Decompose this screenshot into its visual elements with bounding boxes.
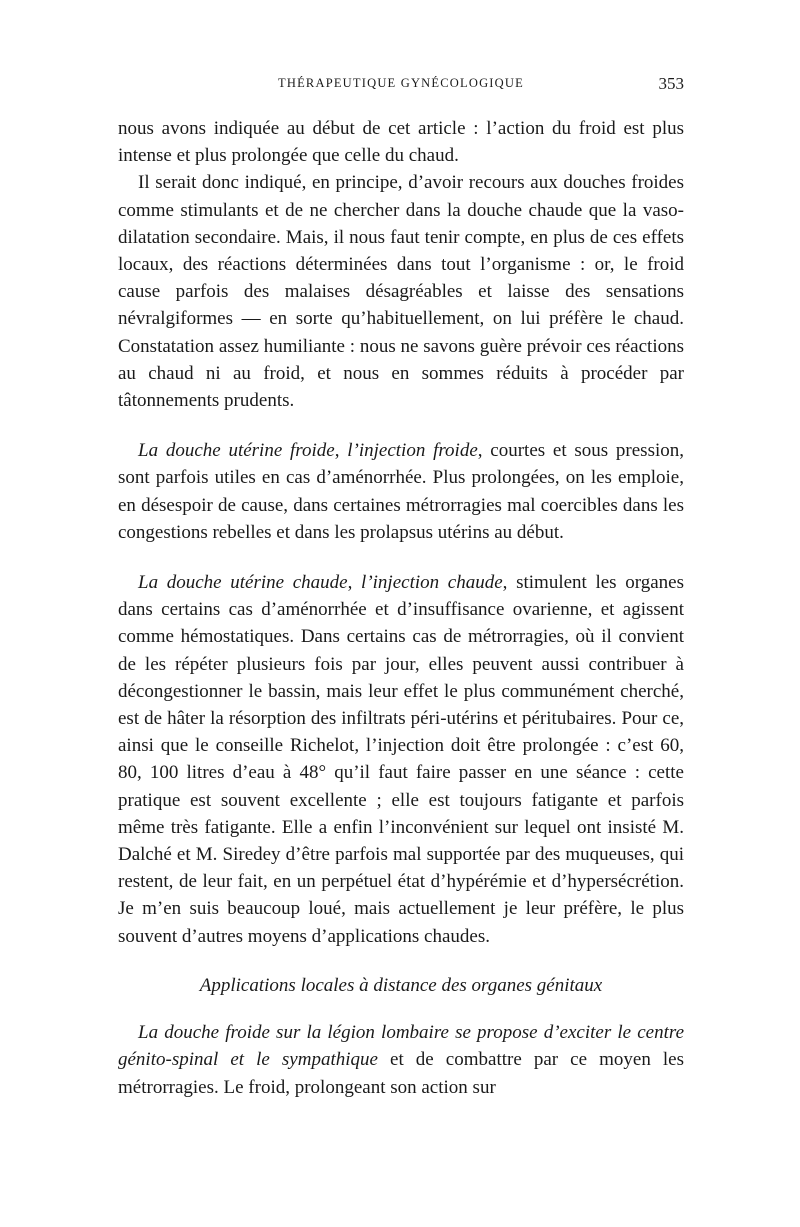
paragraph-text: et de combattre par ce moyen les métrorragies. Le froid, prolongeant son action sur <box>118 1049 684 1098</box>
paragraph-douches-froides <box>118 169 684 414</box>
paragraph-douche-uterine-chaude <box>118 569 684 950</box>
italic-term: La douche froide sur la légion lombaire se propose d’exciter le centre génito-spinal et le sympathique <box>118 1022 684 1071</box>
paragraph-text: nous avons indiquée au début de cet article : l’action du froid est plus intense et plus prolongée que celle du chaud. <box>118 118 684 167</box>
running-header <box>118 76 684 100</box>
italic-term: l’injection froide <box>347 440 478 462</box>
paragraph-text: , courtes et sous pression, sont parfois utiles en cas d’aménorrhée. Plus prolongées, on les emploie, en désespoir de cause, dans certaines métrorragies mal coercibles dans les congestions rebelles et dans les prolapsus utérins au début. <box>118 440 684 543</box>
paragraph-text: , <box>334 440 348 462</box>
running-title: THÉRAPEUTIQUE GYNÉCOLOGIQUE <box>278 76 524 90</box>
italic-term: La douche utérine froide <box>138 440 335 462</box>
paragraph-douche-uterine-froide <box>118 437 684 546</box>
section-heading-text: Applications locales à distance des organes génitaux <box>199 974 603 996</box>
section-heading <box>118 972 684 999</box>
paragraph-text: , stimulent les organes dans certains cas d’aménorrhée et d’insuffisance ovarienne, et agissent comme hémostatiques. Dans certains cas de métrorragies, où il convient de les répéter plusieurs fois par jour, elles peuvent aussi contribuer à décongestionner le bassin, mais leur effet le plus communément cherché, est de hâter la résorption des infiltrats péri-utérins et péritubaires. Pour ce, ainsi que le conseille Richelot, l’injection doit être prolongée : c’est 60, 80, 100 litres d’eau à 48° qu’il faut faire passer en une séance : cette pratique est souvent excellente ; elle est toujours fatigante et parfois même très fatigante. Elle a enfin l’inconvénient sur lequel ont insisté M. Dalché et M. Siredey d’être parfois mal supportée par des muqueuses, qui restent, de leur fait, en un perpétuel état d’hypérémie et d’hypersécrétion. Je m’en suis beaucoup loué, mais actuellement je leur préfère, le plus souvent d’autres moyens d’applications chaudes. <box>118 572 684 947</box>
italic-term: La douche utérine chaude <box>138 572 348 594</box>
italic-term: l’injection chaude <box>361 572 503 594</box>
paragraph-text: , <box>347 572 362 594</box>
paragraph-continuation <box>118 115 684 169</box>
page-body <box>118 115 684 1101</box>
paragraph-text: Il serait donc indiqué, en principe, d’avoir recours aux douches froides comme stimulants et de ne chercher dans la douche chaude que la vaso-dilatation secondaire. Mais, il nous faut tenir compte, en plus de ces effets locaux, des réactions déterminées dans tout l’organisme : or, le froid cause parfois des malaises désagréables et laisse des sensations névralgiformes — en sorte qu’habituellement, on lui préfère le chaud. Constatation assez humiliante : nous ne savons guère prévoir ces réactions au chaud ni au froid, et nous en sommes réduits à procéder par tâtonnements prudents. <box>118 172 684 412</box>
paragraph-douche-froide-lombaire <box>118 1019 684 1101</box>
page-number: 353 <box>658 74 684 93</box>
